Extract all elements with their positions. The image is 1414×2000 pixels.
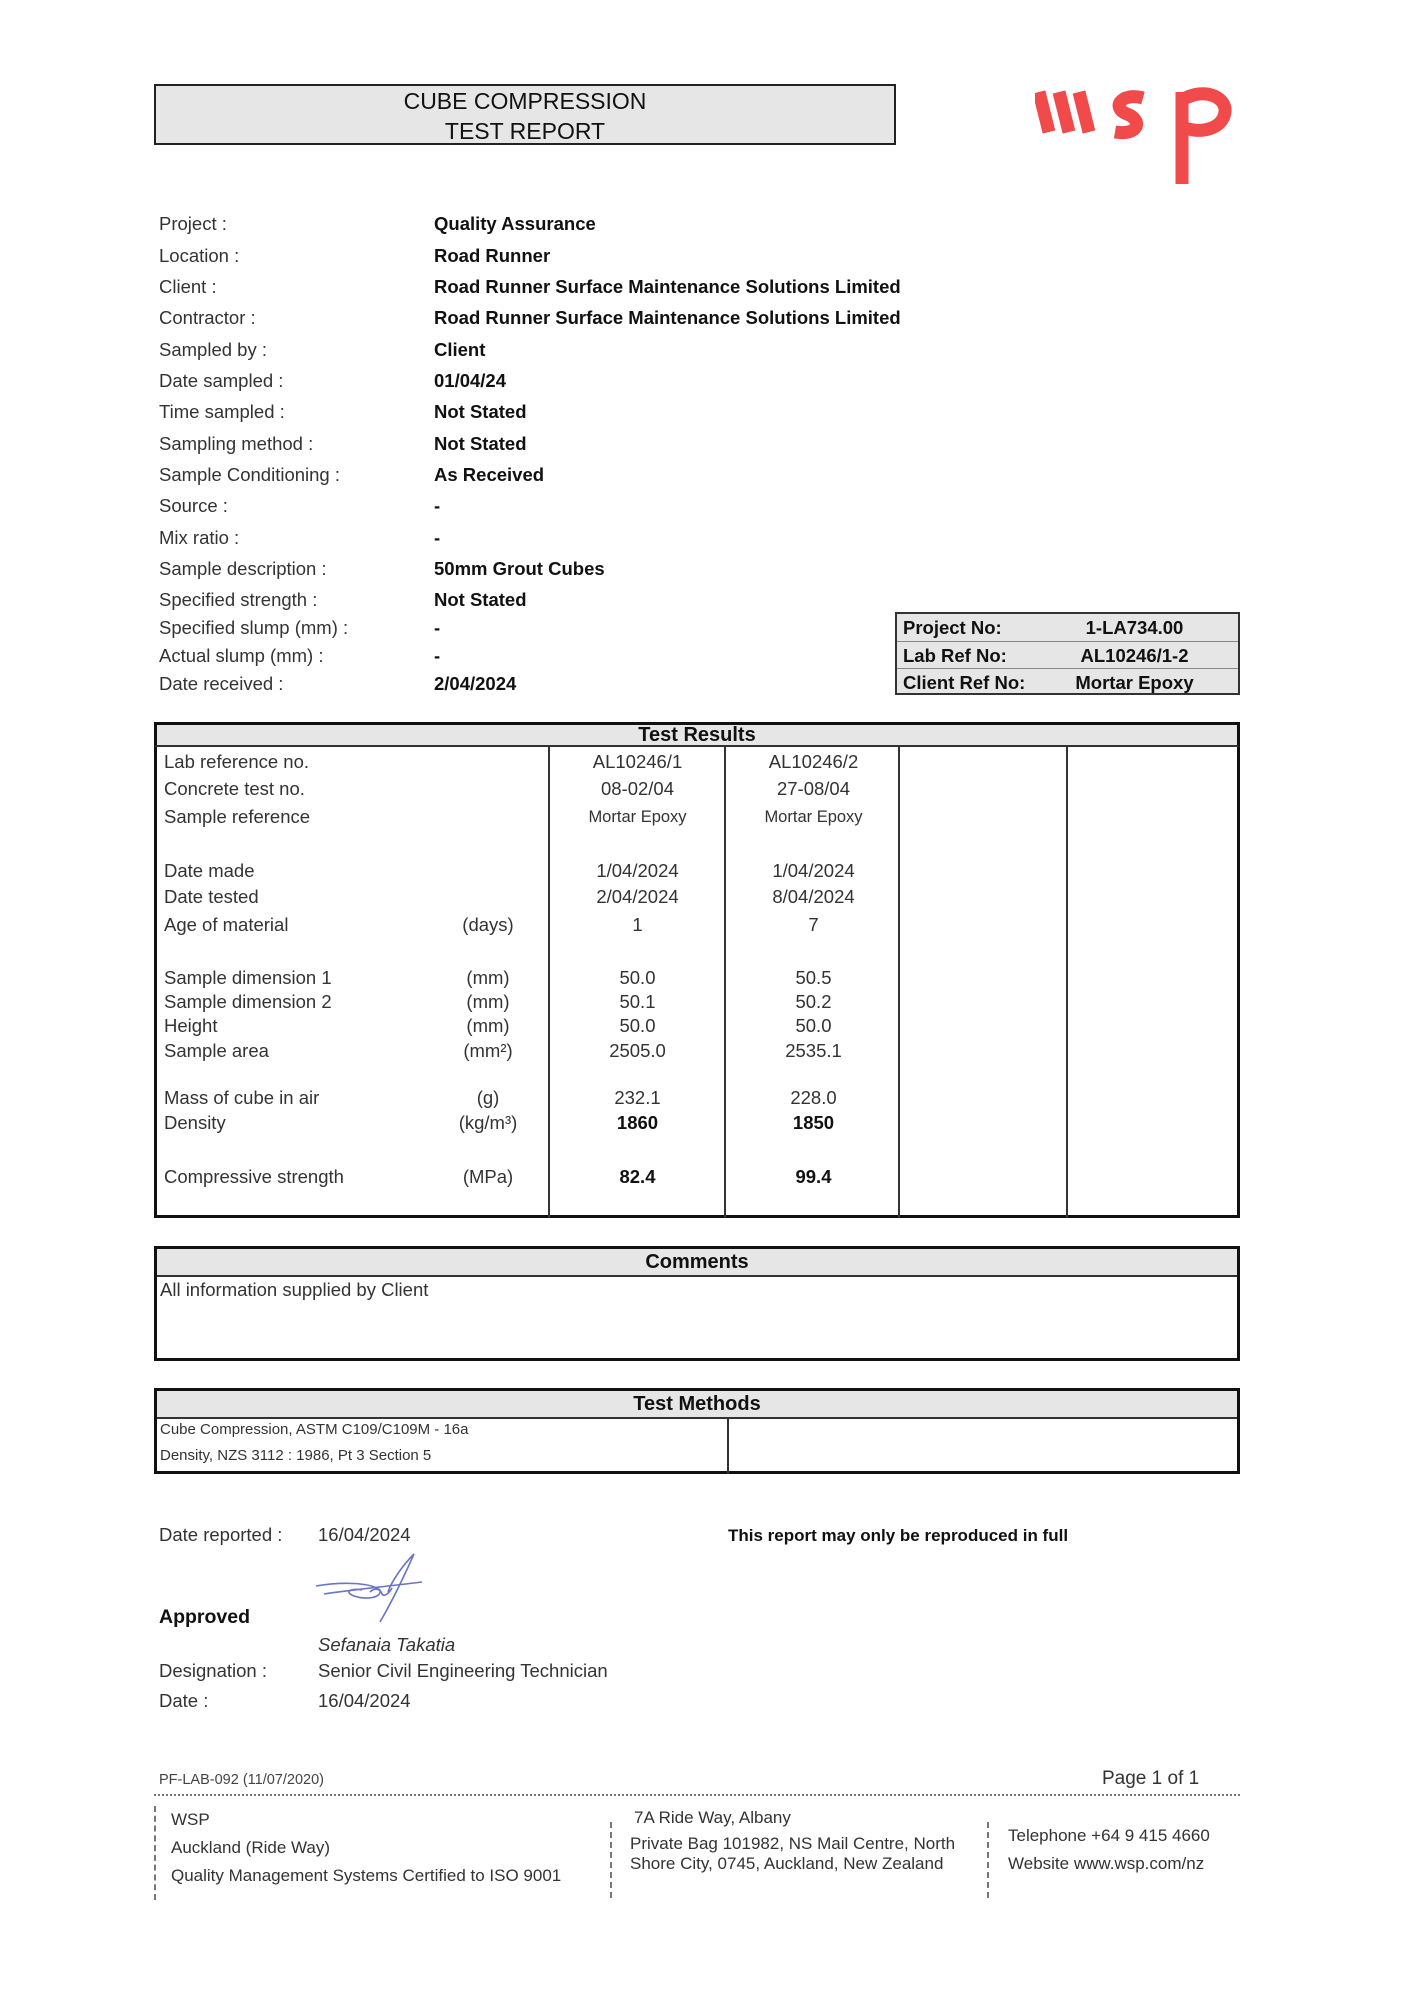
- ref-value: AL10246/1-2: [1080, 645, 1189, 666]
- result-cell-sample-1: 08-02/04: [600, 778, 675, 799]
- result-row-label: Age of material: [164, 914, 289, 935]
- result-row-unit: (kg/m³): [458, 1112, 518, 1133]
- result-row-unit: (g): [476, 1087, 500, 1108]
- ref-row-lab: [897, 641, 1238, 669]
- column-divider: [727, 1419, 729, 1474]
- result-row-unit: (days): [462, 914, 514, 935]
- result-cell-sample-2: 1/04/2024: [772, 860, 855, 881]
- result-cell-sample-2: 99.4: [795, 1166, 832, 1187]
- footer-divider: [987, 1822, 989, 1898]
- field-value: -: [434, 617, 441, 638]
- test-methods-heading: Test Methods: [157, 1391, 1237, 1419]
- test-methods-box: [154, 1388, 1240, 1474]
- result-cell-sample-2: Mortar Epoxy: [764, 808, 863, 826]
- result-cell-sample-1: AL10246/1: [592, 751, 683, 772]
- footer-company: WSP: [171, 1810, 210, 1829]
- result-cell-sample-1: 82.4: [619, 1166, 656, 1187]
- field-value: Road Runner Surface Maintenance Solutions Limited: [434, 307, 901, 328]
- result-cell-sample-1: 2/04/2024: [596, 886, 679, 907]
- footer-address-line: 7A Ride Way, Albany: [634, 1808, 791, 1827]
- field-label: Mix ratio :: [159, 527, 240, 548]
- test-method-item: Cube Compression, ASTM C109/C109M - 16a: [160, 1421, 469, 1438]
- result-row-label: Date made: [164, 860, 255, 881]
- result-cell-sample-1: 1/04/2024: [596, 860, 679, 881]
- report-title-line1: CUBE COMPRESSION: [403, 88, 647, 114]
- result-cell-sample-2: 228.0: [790, 1087, 837, 1108]
- footer-address-line: Private Bag 101982, NS Mail Centre, North: [630, 1834, 956, 1853]
- field-label: Date sampled :: [159, 370, 284, 391]
- field-value: 50mm Grout Cubes: [434, 558, 605, 579]
- field-value: Road Runner Surface Maintenance Solutions Limited: [434, 276, 901, 297]
- result-cell-sample-2: 1850: [792, 1112, 835, 1133]
- designation-value: Senior Civil Engineering Technician: [318, 1660, 608, 1681]
- ref-row-project: [897, 614, 1238, 641]
- field-label: Sample description :: [159, 558, 327, 579]
- result-row-unit: (mm): [466, 1015, 510, 1036]
- result-cell-sample-2: 50.2: [795, 991, 832, 1012]
- footer-divider: [154, 1806, 156, 1900]
- comments-text: All information supplied by Client: [160, 1279, 429, 1300]
- ref-value: 1-LA734.00: [1085, 617, 1184, 638]
- date-reported-value: 16/04/2024: [318, 1524, 411, 1545]
- result-cell-sample-2: 50.5: [795, 967, 832, 988]
- result-cell-sample-1: 50.1: [619, 991, 656, 1012]
- ref-value: Mortar Epoxy: [1075, 672, 1194, 693]
- field-label: Project :: [159, 213, 227, 234]
- footer-divider: [610, 1822, 612, 1898]
- result-row-label: Density: [164, 1112, 226, 1133]
- result-cell-sample-1: 1860: [616, 1112, 659, 1133]
- result-cell-sample-1: 50.0: [619, 967, 656, 988]
- ref-label: Lab Ref No:: [903, 645, 1007, 666]
- field-label: Actual slump (mm) :: [159, 645, 324, 666]
- wsp-logo-graphic: [1035, 80, 1235, 190]
- field-label: Date received :: [159, 673, 284, 694]
- result-row-unit: (mm): [466, 967, 510, 988]
- footer-website: Website www.wsp.com/nz: [1008, 1854, 1205, 1873]
- field-value: 01/04/24: [434, 370, 507, 391]
- approved-label: Approved: [159, 1606, 251, 1628]
- result-cell-sample-1: 2505.0: [609, 1040, 666, 1061]
- test-results-heading: Test Results: [154, 722, 1240, 747]
- field-value: Quality Assurance: [434, 213, 596, 234]
- ref-row-client: [897, 668, 1238, 696]
- designation-label: Designation :: [159, 1660, 267, 1681]
- result-cell-sample-2: 8/04/2024: [772, 886, 855, 907]
- signatory-name: Sefanaia Takatia: [318, 1634, 456, 1655]
- result-row-label: Date tested: [164, 886, 259, 907]
- field-label: Specified strength :: [159, 589, 318, 610]
- field-value: -: [434, 645, 441, 666]
- field-value: Not Stated: [434, 589, 527, 610]
- field-label: Sampled by :: [159, 339, 267, 360]
- footer-telephone: Telephone +64 9 415 4660: [1008, 1826, 1210, 1845]
- report-title: [154, 84, 896, 145]
- field-value: -: [434, 495, 441, 516]
- report-title-line2: TEST REPORT: [444, 118, 606, 144]
- result-cell-sample-2: 50.0: [795, 1015, 832, 1036]
- ref-label: Client Ref No:: [903, 672, 1026, 693]
- form-code: PF-LAB-092 (11/07/2020): [159, 1772, 324, 1788]
- result-cell-sample-2: 2535.1: [785, 1040, 842, 1061]
- result-row-label: Sample area: [164, 1040, 269, 1061]
- result-row-unit: (MPa): [462, 1166, 514, 1187]
- result-cell-sample-1: 50.0: [619, 1015, 656, 1036]
- column-divider: [1066, 745, 1068, 1218]
- result-row-unit: (mm²): [463, 1040, 513, 1061]
- field-value: As Received: [434, 464, 545, 485]
- comments-box: [154, 1246, 1240, 1361]
- result-row-label: Height: [164, 1015, 218, 1036]
- result-cell-sample-1: Mortar Epoxy: [588, 808, 687, 826]
- field-value: Not Stated: [434, 401, 527, 422]
- field-value: 2/04/2024: [434, 673, 517, 694]
- result-row-label: Sample dimension 2: [164, 991, 332, 1012]
- field-label: Location :: [159, 245, 240, 266]
- wsp-logo: [1035, 80, 1235, 190]
- result-row-label: Sample dimension 1: [164, 967, 332, 988]
- field-label: Sampling method :: [159, 433, 314, 454]
- result-cell-sample-1: 232.1: [614, 1087, 661, 1108]
- signature: [310, 1552, 430, 1624]
- approval-date-label: Date :: [159, 1690, 209, 1711]
- footer-office: Auckland (Ride Way): [171, 1838, 331, 1857]
- result-row-label: Concrete test no.: [164, 778, 305, 799]
- reference-box: [895, 612, 1240, 695]
- field-value: Road Runner: [434, 245, 551, 266]
- approval-date-value: 16/04/2024: [318, 1690, 411, 1711]
- footer-certification: Quality Management Systems Certified to ISO 9001: [171, 1866, 562, 1885]
- field-value: Not Stated: [434, 433, 527, 454]
- field-value: Client: [434, 339, 486, 360]
- reproduction-notice: This report may only be reproduced in full: [728, 1526, 1069, 1545]
- ref-label: Project No:: [903, 617, 1002, 638]
- field-label: Sample Conditioning :: [159, 464, 340, 485]
- result-row-label: Compressive strength: [164, 1166, 344, 1187]
- field-value: -: [434, 527, 441, 548]
- result-row-label: Sample reference: [164, 806, 311, 827]
- signature-graphic: [310, 1552, 430, 1624]
- field-label: Contractor :: [159, 307, 256, 328]
- footer-divider: [154, 1794, 1240, 1796]
- result-row-label: Mass of cube in air: [164, 1087, 320, 1108]
- date-reported-label: Date reported :: [159, 1524, 283, 1545]
- field-label: Time sampled :: [159, 401, 285, 422]
- page-number: Page 1 of 1: [1102, 1768, 1200, 1789]
- result-row-label: Lab reference no.: [164, 751, 310, 772]
- footer-address-line: Shore City, 0745, Auckland, New Zealand: [630, 1854, 944, 1873]
- comments-heading: Comments: [157, 1249, 1237, 1277]
- result-cell-sample-1: 1: [632, 914, 643, 935]
- result-cell-sample-2: AL10246/2: [768, 751, 859, 772]
- result-row-unit: (mm): [466, 991, 510, 1012]
- field-label: Client :: [159, 276, 217, 297]
- test-method-item: Density, NZS 3112 : 1986, Pt 3 Section 5: [160, 1447, 432, 1464]
- field-label: Source :: [159, 495, 228, 516]
- field-label: Specified slump (mm) :: [159, 617, 349, 638]
- result-cell-sample-2: 27-08/04: [776, 778, 851, 799]
- result-cell-sample-2: 7: [808, 914, 819, 935]
